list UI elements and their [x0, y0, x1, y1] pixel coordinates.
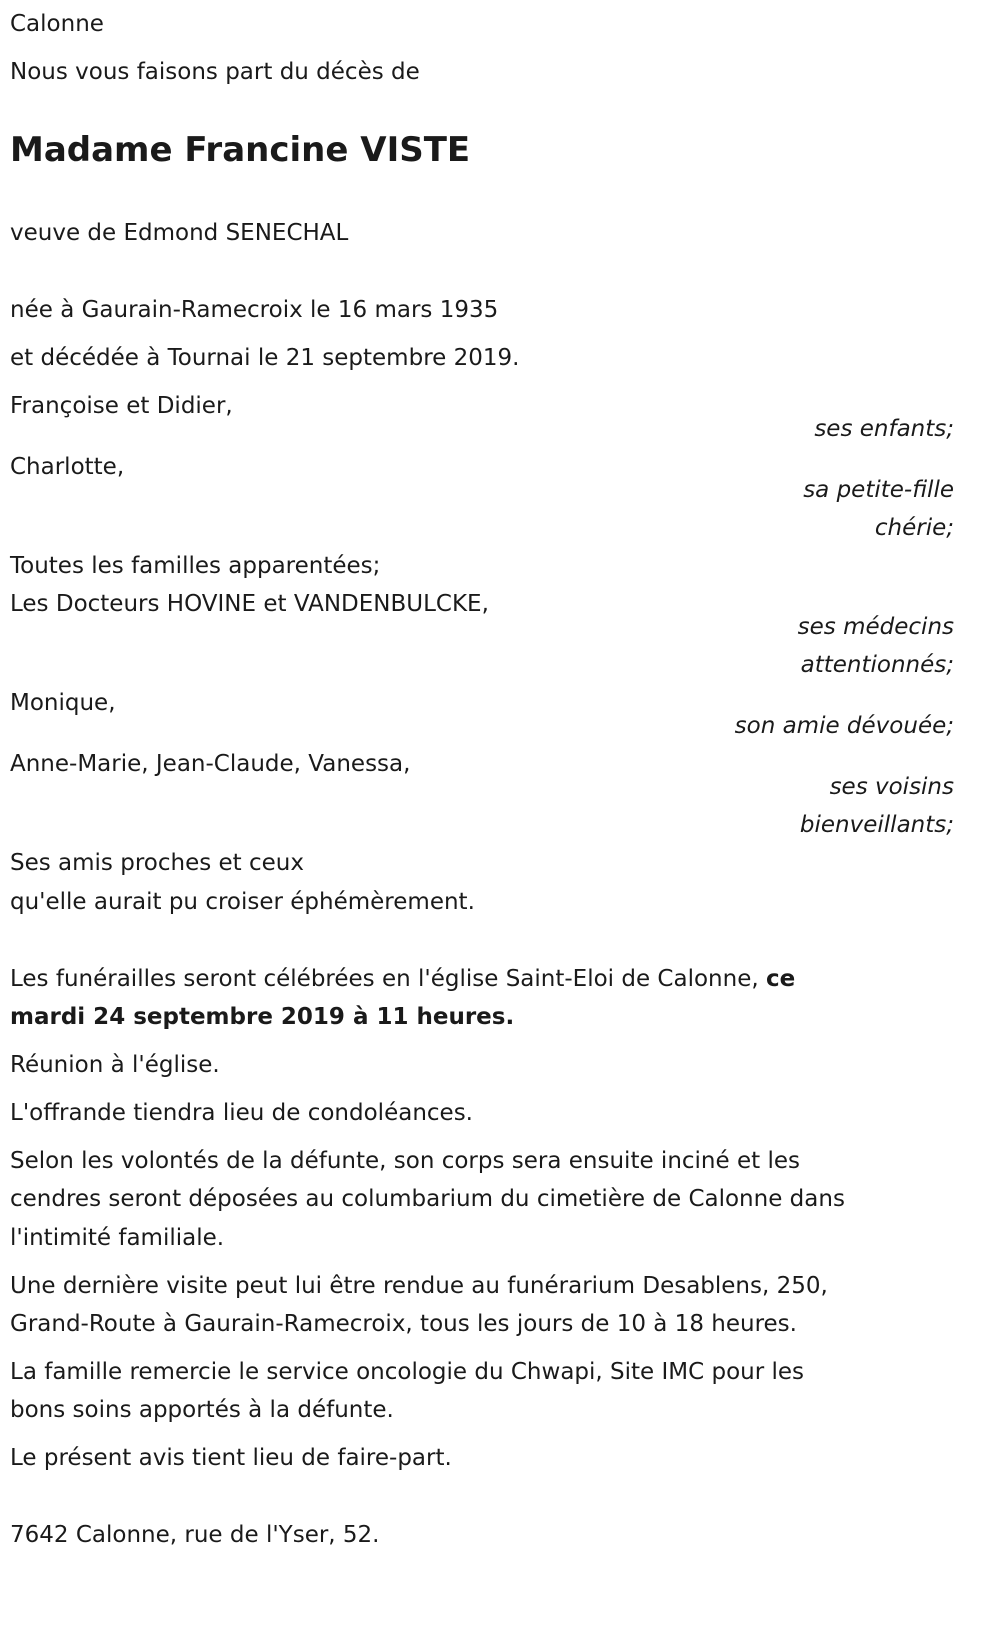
paragraph: Grand-Route à Gaurain-Ramecroix, tous les jours de 10 à 18 heures. [10, 1311, 797, 1337]
paragraph: bons soins apportés à la défunte. [10, 1397, 394, 1423]
family-relation: ses enfants; [814, 416, 954, 442]
funeral-line [10, 1000, 514, 1034]
deceased-name: Madame Francine VISTE [10, 130, 471, 170]
paragraph: Réunion à l'église. [10, 1052, 220, 1078]
family-relation: ses médecins [797, 614, 954, 640]
family-relation: ses voisins [829, 774, 954, 800]
paragraph: Une dernière visite peut lui être rendue au funérarium Desablens, 250, [10, 1273, 828, 1299]
family-relation: son amie dévouée; [734, 713, 954, 739]
family-relation: attentionnés; [800, 652, 954, 678]
family-names: Anne-Marie, Jean-Claude, Vanessa, [10, 751, 411, 777]
family-relation: sa petite-fille [803, 477, 954, 503]
birth: née à Gaurain-Ramecroix le 16 mars 1935 [10, 297, 499, 323]
family-names: Ses amis proches et ceux [10, 850, 304, 876]
funeral-line [10, 962, 795, 996]
place: Calonne [10, 11, 104, 37]
funeral-date: ce [765, 966, 796, 992]
funeral-text: Les funérailles seront célébrées en l'église Saint-Eloi de Calonne, [10, 966, 766, 992]
intro: Nous vous faisons part du décès de [10, 59, 420, 85]
funeral-date: mardi 24 septembre 2019 à 11 heures. [10, 1004, 515, 1030]
paragraph: l'intimité familiale. [10, 1225, 225, 1251]
family-names: Monique, [10, 690, 116, 716]
address: 7642 Calonne, rue de l'Yser, 52. [10, 1522, 380, 1548]
family-names: Charlotte, [10, 454, 125, 480]
paragraph: Selon les volontés de la défunte, son corps sera ensuite inciné et les [10, 1148, 800, 1174]
paragraph: L'offrande tiendra lieu de condoléances. [10, 1100, 473, 1126]
family-relation: chérie; [874, 515, 954, 541]
family-relation: bienveillants; [799, 812, 954, 838]
paragraph: cendres seront déposées au columbarium du cimetière de Calonne dans [10, 1186, 845, 1212]
paragraph: Le présent avis tient lieu de faire-part. [10, 1445, 452, 1471]
spouse: veuve de Edmond SENECHAL [10, 220, 349, 246]
family-names: Françoise et Didier, [10, 393, 233, 419]
death: et décédée à Tournai le 21 septembre 2019. [10, 345, 520, 371]
family-names: Toutes les familles apparentées; [10, 553, 381, 579]
family-names: Les Docteurs HOVINE et VANDENBULCKE, [10, 591, 489, 617]
paragraph: La famille remercie le service oncologie du Chwapi, Site IMC pour les [10, 1359, 805, 1385]
family-names: qu'elle aurait pu croiser éphémèrement. [10, 889, 475, 915]
